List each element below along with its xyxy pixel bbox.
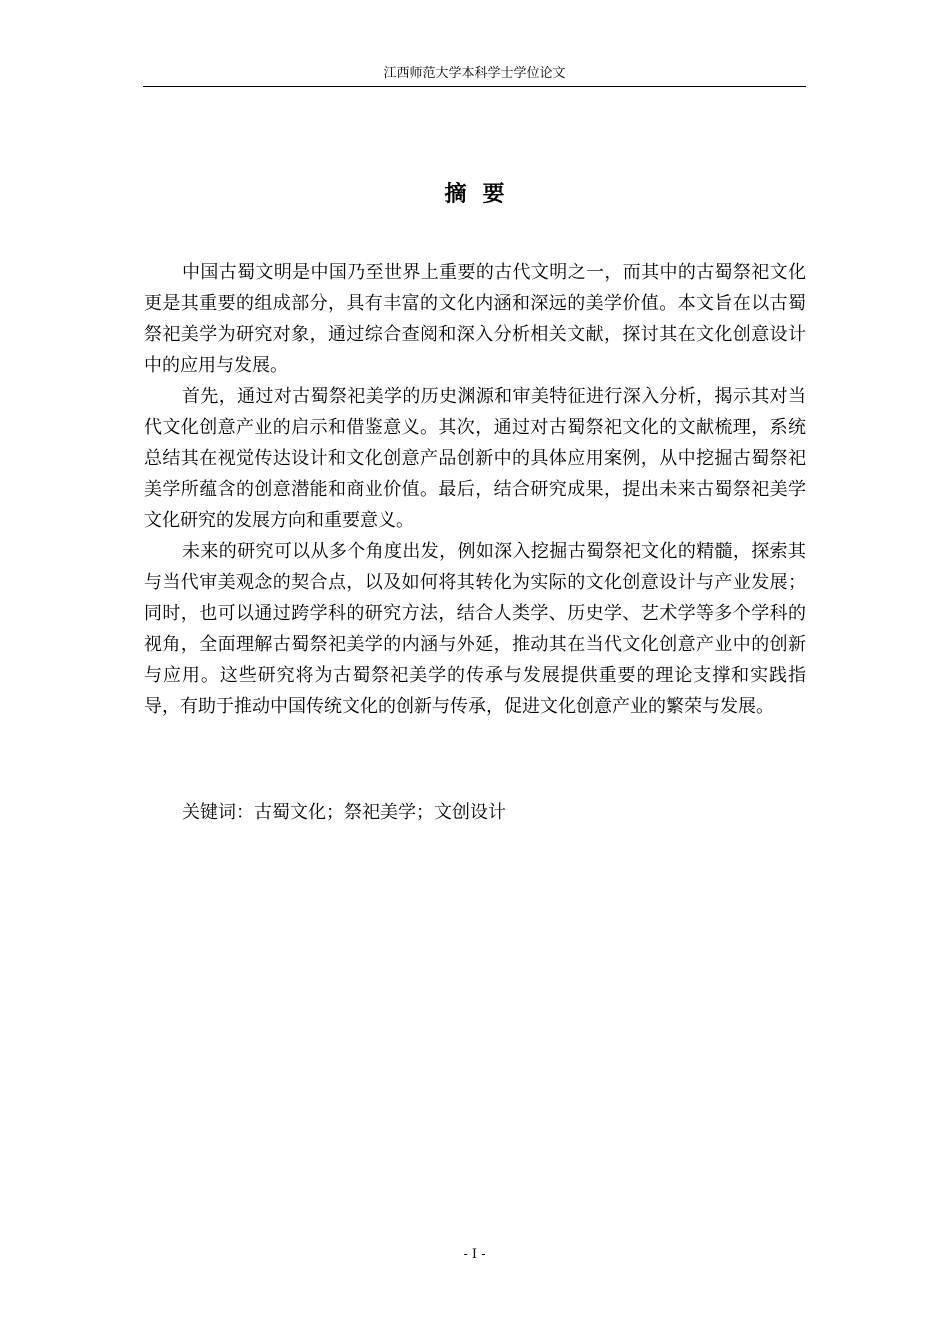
abstract-body bbox=[144, 257, 806, 722]
abstract-paragraph-3: 未来的研究可以从多个角度出发，例如深入挖掘古蜀祭祀文化的精髓，探索其与当代审美观念的契合点，以及如何将其转化为实际的文化创意设计与产业发展；同时，也可以通过跨学科的研究方法，结合人类学、历史学、艺术学等多个学科的视角，全面理解古蜀祭祀美学的内涵与外延，推动其在当代文化创意产业中的创新与应用。这些研究将为古蜀祭祀美学的传承与发展提供重要的理论支撑和实践指导，有助于推动中国传统文化的创新与传承，促进文化创意产业的繁荣与发展。 bbox=[144, 541, 806, 717]
abstract-paragraph-2: 首先，通过对古蜀祭祀美学的历史渊源和审美特征进行深入分析，揭示其对当代文化创意产业的启示和借鉴意义。其次，通过对古蜀祭祀文化的文献梳理，系统总结其在视觉传达设计和文化创意产品创新中的具体应用案例，从中挖掘古蜀祭祀美学所蕴含的创意潜能和商业价值。最后，结合研究成果，提出未来古蜀祭祀美学文化研究的发展方向和重要意义。 bbox=[144, 386, 806, 531]
abstract-paragraph-1: 中国古蜀文明是中国乃至世界上重要的古代文明之一，而其中的古蜀祭祀文化更是其重要的组成部分，具有丰富的文化内涵和深远的美学价值。本文旨在以古蜀祭祀美学为研究对象，通过综合查阅和深入分析相关文献，探讨其在文化创意设计中的应用与发展。 bbox=[144, 262, 806, 376]
running-header: 江西师范大学本科学士学位论文 bbox=[143, 64, 806, 87]
page-number: - I - bbox=[463, 1247, 486, 1262]
abstract-title: 摘要 bbox=[444, 182, 521, 207]
keywords-line: 关键词：古蜀文化；祭祀美学；文创设计 bbox=[182, 802, 506, 823]
